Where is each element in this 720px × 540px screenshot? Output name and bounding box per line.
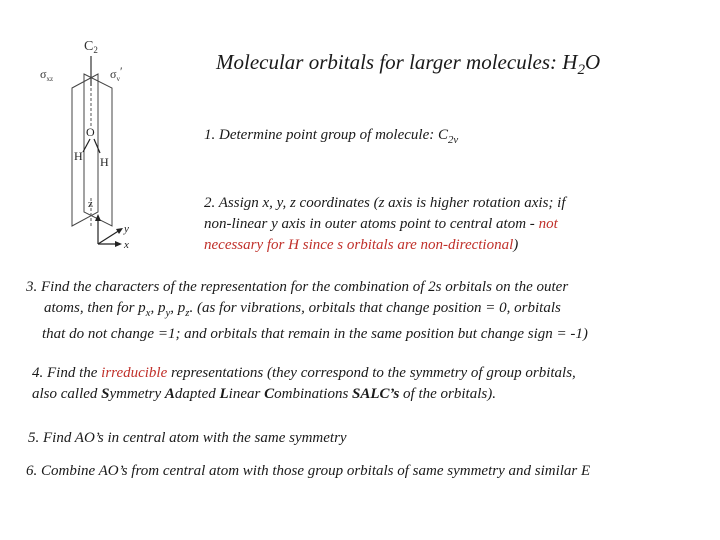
atom-o: O (86, 125, 95, 139)
step-3-text: 3. Find the characters of the representation for the combination of 2s orbitals on the outer atoms, then for $p_x$, $p_y$, $p_z$. (as for vibrations, orbitals that change position = 0, orbitals that do not change =1; and orbitals that remain in the same position but change sign = -1) (26, 279, 588, 342)
step-2-text: 2. Assign x, y, z coordinates (z axis is higher rotation axis; if non-linear y axis in outer atoms point to central atom - not necessary for H since s orbitals are non-directional) (204, 195, 566, 253)
step-6-text: 6. Combine AO’s from central atom with those group orbitals of same symmetry and similar E (26, 463, 591, 479)
step-1-text: 1. Determine point group of molecule: $C_{2v}$ (204, 127, 459, 146)
x-arrowhead (115, 241, 122, 247)
axis-z-label: z (88, 198, 93, 210)
h2o-symmetry-diagram (28, 32, 148, 257)
atom-h1: H (74, 149, 83, 163)
step-4-text: 4. Find the irreducible representations (they correspond to the symmetry of group orbitals, also called Symmetry Adapted Linear Combinations SALC’s of the orbitals). (32, 365, 576, 402)
sigma-v-prime-label: $\sigma_v'$ (110, 64, 123, 83)
axis-x-label: x (124, 239, 129, 251)
sigma-xz-label: $\sigma_{xz}$ (40, 67, 54, 83)
y-arrowhead (116, 228, 123, 234)
step-5-text: 5. Find AO’s in central atom with the same symmetry (28, 430, 347, 446)
c2-axis-label: $C_2$ (84, 39, 98, 55)
atom-h2: H (100, 155, 109, 169)
bond-oh2 (94, 139, 100, 153)
page-title: Molecular orbitals for larger molecules: $H_2O$ (216, 50, 601, 79)
irreducible-highlight: irreducible (101, 365, 168, 381)
axis-y-label: y (124, 223, 129, 235)
